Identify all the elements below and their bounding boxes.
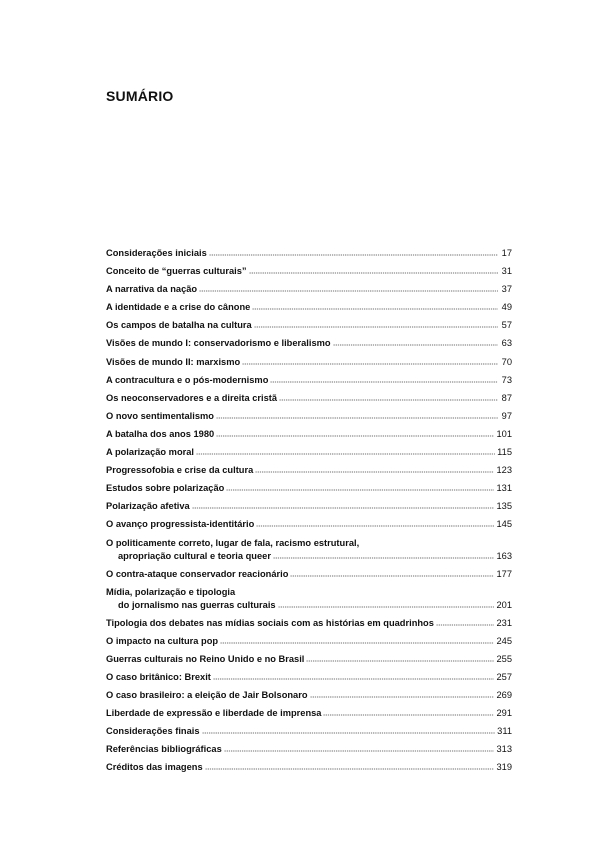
leader-dots [255,471,494,473]
leader-dots [220,642,494,644]
toc-entry-page: 123 [496,465,512,476]
toc-entry-title: Tipologia dos debates nas mídias sociais com as histórias em quadrinhos [106,617,434,628]
leader-dots [306,660,494,662]
toc-entry-page: 31 [501,266,512,277]
toc-entry [106,389,512,407]
toc-entry [106,316,512,334]
leader-dots [249,272,498,274]
leader-dots [226,489,494,491]
toc-entry-title: Considerações finais [106,726,200,737]
toc-entry-title: Visões de mundo I: conservadorismo e liberalismo [106,338,331,349]
toc-entry [106,583,512,614]
toc-entry-page: 73 [501,374,512,385]
toc-entry-title: Os campos de batalha na cultura [106,320,252,331]
leader-dots [252,308,498,310]
leader-dots [205,768,495,770]
toc-entry-page: 163 [496,550,512,561]
toc-entry [106,650,512,668]
toc-entry-title: O novo sentimentalismo [106,410,214,421]
toc-entry-title-line1: Mídia, polarização e tipologia [106,586,236,597]
page-title: SUMÁRIO [106,88,174,104]
leader-dots [333,344,498,346]
leader-dots [213,678,495,680]
toc-entry-page: 311 [497,726,512,737]
toc-entry-page: 245 [496,635,512,646]
toc-entry-page: 135 [496,501,512,512]
toc-entry-title: Guerras culturais no Reino Unido e no Brasil [106,653,305,664]
toc-entry [106,722,512,740]
toc-entry-page: 145 [496,519,512,530]
table-of-contents [106,244,512,776]
toc-entry [106,371,512,389]
toc-entry [106,740,512,758]
toc-entry [106,244,512,262]
toc-entry-page: 255 [496,653,512,664]
toc-entry [106,515,512,533]
toc-entry-title-line1: O politicamente correto, lugar de fala, racismo estrutural, [106,537,360,548]
leader-dots [256,525,494,527]
toc-entry [106,614,512,632]
toc-entry-title: Créditos das imagens [106,762,203,773]
toc-entry [106,443,512,461]
leader-dots [270,381,498,383]
toc-entry-page: 269 [496,689,512,700]
toc-entry-page: 201 [496,599,512,610]
toc-entry-page: 87 [501,392,512,403]
toc-entry [106,407,512,425]
toc-entry-title: A contracultura e o pós-modernismo [106,374,269,385]
leader-dots [323,714,494,716]
leader-dots [216,417,498,419]
toc-entry [106,534,512,565]
toc-entry-title: apropriação cultural e teoria queer [118,550,271,561]
toc-entry [106,632,512,650]
toc-entry-page: 97 [501,410,512,421]
leader-dots [278,606,495,608]
toc-entry-title: Referências bibliográficas [106,744,222,755]
leader-dots [202,732,496,734]
toc-entry-page: 49 [501,302,512,313]
leader-dots [196,453,495,455]
leader-dots [436,624,495,626]
toc-entry [106,425,512,443]
toc-entry [106,704,512,722]
toc-entry [106,565,512,583]
toc-entry-page: 177 [496,568,512,579]
toc-entry-title: O caso brasileiro: a eleição de Jair Bolsonaro [106,689,308,700]
leader-dots [192,507,495,509]
leader-dots [216,435,494,437]
toc-entry-title: A polarização moral [106,447,195,458]
toc-entry [106,668,512,686]
toc-entry-title: O avanço progressista-identitário [106,519,255,530]
toc-entry-page: 319 [496,762,512,773]
toc-entry [106,334,512,352]
toc-entry-title: Liberdade de expressão e liberdade de imprensa [106,708,322,719]
toc-entry [106,280,512,298]
toc-entry-page: 131 [496,483,512,494]
toc-entry-page: 37 [501,284,512,295]
toc-entry-title: A batalha dos anos 1980 [106,428,215,439]
toc-entry-page: 115 [497,447,512,458]
toc-entry-page: 231 [496,617,512,628]
toc-entry-title: Conceito de “guerras culturais” [106,266,247,277]
toc-entry-page: 70 [501,356,512,367]
toc-entry-page: 313 [496,744,512,755]
toc-entry-page: 257 [496,671,512,682]
toc-entry [106,686,512,704]
leader-dots [310,696,495,698]
toc-entry-title: Considerações iniciais [106,248,207,258]
leader-dots [242,363,498,365]
leader-dots [279,399,498,401]
toc-entry-title: Polarização afetiva [106,501,190,512]
toc-entry-page: 57 [501,320,512,331]
toc-entry-page: 101 [496,428,512,439]
toc-entry-title: Os neoconservadores e a direita cristã [106,392,278,403]
toc-entry-page: 63 [501,338,512,349]
toc-entry-title: O caso britânico: Brexit [106,671,211,682]
toc-entry [106,479,512,497]
toc-entry-title: Visões de mundo II: marxismo [106,356,241,367]
toc-entry-title: Progressofobia e crise da cultura [106,465,254,476]
toc-entry-page: 291 [496,708,512,719]
toc-entry [106,298,512,316]
toc-entry-title: A identidade e a crise do cânone [106,302,251,313]
leader-dots [224,750,495,752]
toc-entry [106,353,512,371]
toc-entry-title: A narrativa da nação [106,284,198,295]
leader-dots [290,575,494,577]
toc-entry-title: do jornalismo nas guerras culturais [118,599,276,610]
leader-dots [254,326,498,328]
toc-entry [106,461,512,479]
toc-entry-page: 17 [501,248,512,258]
toc-entry [106,497,512,515]
toc-entry [106,758,512,776]
leader-dots [199,290,498,292]
leader-dots [209,254,498,256]
toc-entry-title: Estudos sobre polarização [106,483,225,494]
toc-entry-title: O impacto na cultura pop [106,635,219,646]
toc-entry-title: O contra-ataque conservador reacionário [106,568,289,579]
leader-dots [273,557,495,559]
toc-entry [106,262,512,280]
